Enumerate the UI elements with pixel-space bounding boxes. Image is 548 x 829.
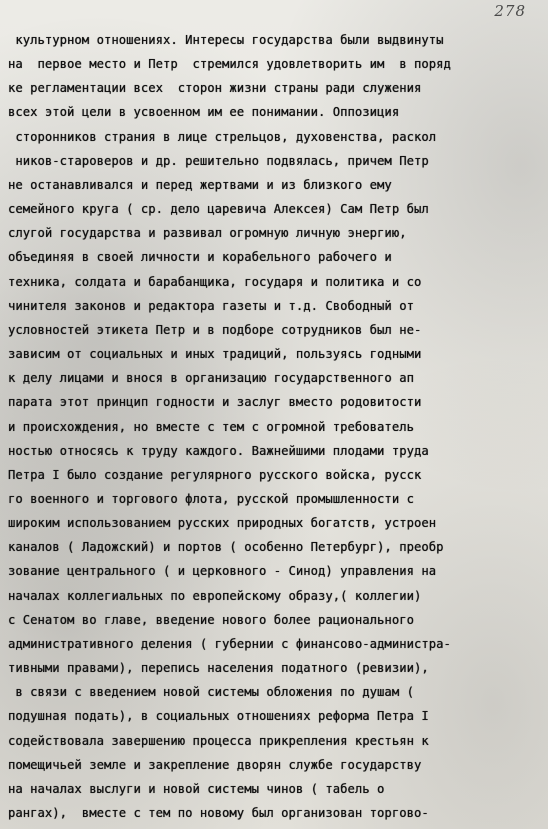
text-line: слугой государства и развивал огромную личную энергию, [8, 226, 407, 241]
text-line: зование центрального ( и церковного - Синод) управления на [8, 564, 437, 579]
text-line: рангах), вместе с тем по новому был организован торгово- [8, 806, 429, 820]
text-line: к делу лицами и внося в организацию государственного ап [8, 371, 414, 386]
text-line: парата этот принцип годности и заслуг вместо родовитости [8, 395, 422, 410]
text-line: широким использованием русских природных богатств, устроен [8, 516, 437, 531]
text-line: каналов ( Ладожский) и портов ( особенно Петербург), преобр [8, 540, 444, 555]
text-line: Петра I было создание регулярного русского войска, русск [8, 467, 422, 482]
text-line: объединяя в своей личности и корабельного рабочего и [8, 250, 392, 265]
text-line: подушная подать), в социальных отношениях реформа Петра I [8, 709, 429, 724]
text-line: на началах выслуги и новой системы чинов ( табель о [8, 781, 385, 796]
text-line: культурном отношениях. Интересы государства были выдвинуты [8, 33, 444, 47]
text-line: техника, солдата и барабанщика, государя и политика и со [8, 274, 422, 289]
text-line: административного деления ( губернии с финансово-администра- [8, 636, 451, 651]
typewritten-text-block [8, 28, 538, 825]
text-line: началах коллегиальных по европейскому образу,( коллегии) [8, 588, 422, 603]
text-line: ке регламентации всех сторон жизни страны ради служения [8, 81, 422, 96]
text-line: ников-староверов и др. решительно подвялась, причем Петр [8, 153, 429, 168]
text-line: сторонников страния в лице стрельцов, духовенства, раскол [8, 129, 437, 144]
text-line: с Сенатом во главе, введение нового более рационального [8, 612, 414, 627]
text-line: зависим от социальных и иных традиций, пользуясь годными [8, 347, 422, 362]
text-line: чинителя законов и редактора газеты и т.д. Свободный от [8, 298, 414, 313]
page-number: 278 [494, 2, 526, 20]
text-line: семейного круга ( ср. дело царевича Алексея) Сам Петр был [8, 202, 429, 217]
text-line: на первое место и Петр стремился удовлетворить им в поряд [8, 57, 451, 72]
text-line: условностей этикета Петр и в подборе сотрудников был не- [8, 322, 422, 337]
text-line: го военного и торгового флота, русской промышленности с [8, 491, 414, 506]
text-line: всех этой цели в усвоенном им ее понимании. Оппозиция [8, 105, 400, 120]
text-line: не останавливался и перед жертвами и из близкого ему [8, 177, 392, 192]
text-line: содействовала завершению процесса прикрепления крестьян к [8, 733, 429, 748]
text-line: тивными правами), перепись населения податного (ревизии), [8, 661, 429, 676]
text-line: помещичьей земле и закрепление дворян службе государству [8, 757, 422, 772]
text-line: в связи с введением новой системы обложения по душам ( [8, 685, 414, 700]
text-line: и происхождения, но вместе с тем с огромной требователь [8, 419, 414, 434]
text-line: ностью относясь к труду каждого. Важнейшими плодами труда [8, 443, 429, 458]
